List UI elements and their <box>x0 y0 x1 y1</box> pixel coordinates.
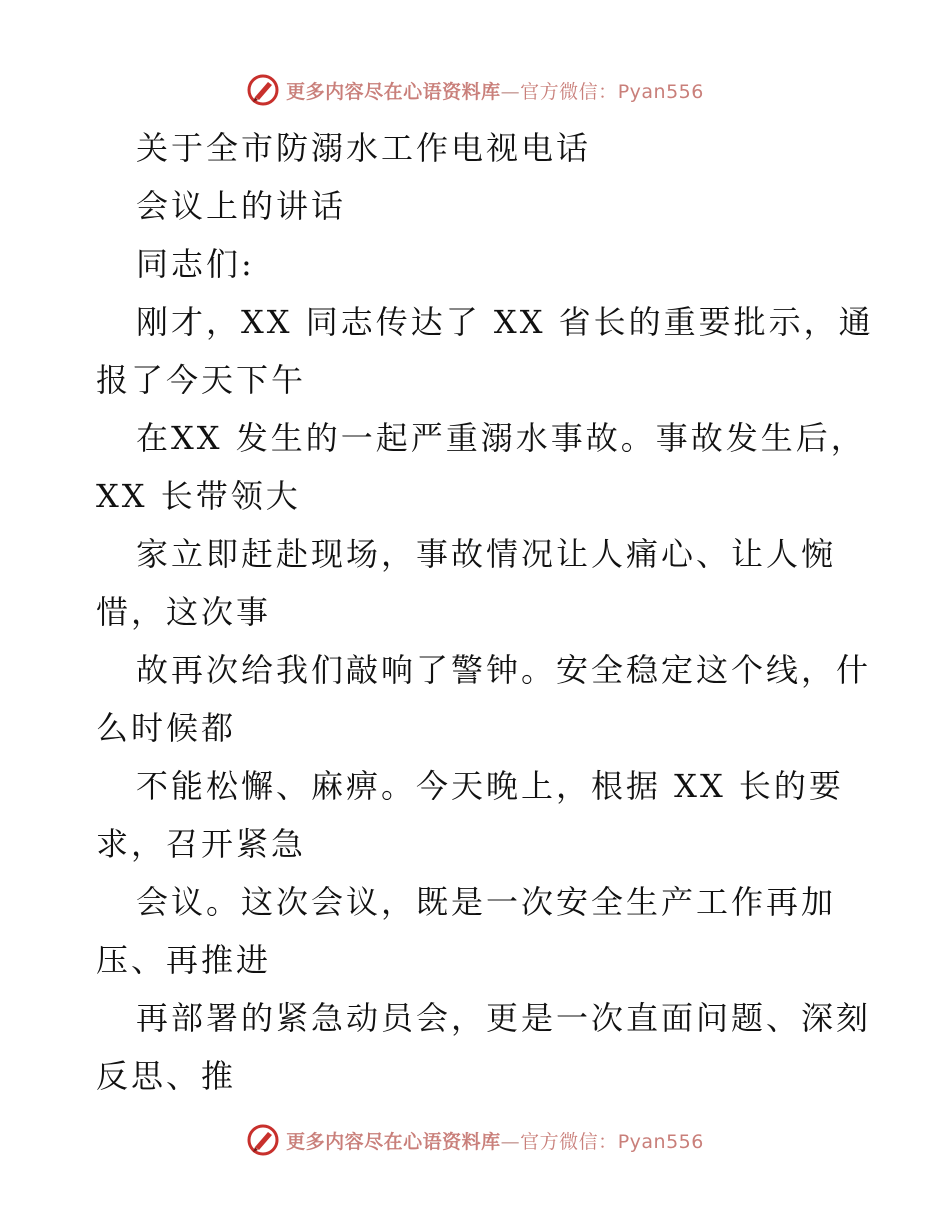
doc-line-14: 会议。这次会议，既是一次安全生产工作再加 <box>136 883 837 921</box>
header-banner-text <box>286 77 704 104</box>
header-banner-separator: — <box>500 80 521 103</box>
doc-line-13: 求，召开紧急 <box>96 825 307 863</box>
doc-line-7: XX 长带领大 <box>96 477 301 515</box>
doc-line-4: 刚才，XX 同志传达了 XX 省长的重要批示，通 <box>136 303 874 341</box>
pen-logo-icon <box>246 1123 280 1157</box>
doc-line-5: 报了今天下午 <box>96 361 307 399</box>
doc-line-12: 不能松懈、麻痹。今天晚上，根据 XX 长的要 <box>136 767 844 805</box>
doc-line-3: 同志们: <box>136 245 255 283</box>
footer-banner-text <box>286 1127 704 1154</box>
doc-line-11: 么时候都 <box>96 709 237 747</box>
doc-line-15: 压、再推进 <box>96 941 272 979</box>
header-banner <box>0 70 950 110</box>
doc-line-17: 反思、推 <box>96 1057 237 1095</box>
doc-line-2: 会议上的讲话 <box>136 187 347 225</box>
doc-line-10: 故再次给我们敲响了警钟。安全稳定这个线，什 <box>136 651 872 689</box>
header-banner-wechat-label: 官方微信： <box>520 80 618 103</box>
header-banner-main: 更多内容尽在心语资料库 <box>286 80 501 103</box>
footer-banner-wechat-id: Pyan556 <box>617 1130 704 1153</box>
doc-line-1: 关于全市防溺水工作电视电话 <box>136 129 592 167</box>
footer-banner-main: 更多内容尽在心语资料库 <box>286 1130 501 1153</box>
doc-line-9: 惜，这次事 <box>96 593 272 631</box>
footer-banner-wechat-label: 官方微信： <box>520 1130 618 1153</box>
footer-banner <box>0 1120 950 1160</box>
doc-line-6: 在XX 发生的一起严重溺水事故。事故发生后， <box>136 419 866 457</box>
header-banner-wechat-id: Pyan556 <box>617 80 704 103</box>
footer-banner-separator: — <box>500 1130 521 1153</box>
pen-logo-icon <box>246 73 280 107</box>
doc-line-16: 再部署的紧急动员会，更是一次直面问题、深刻 <box>136 999 872 1037</box>
doc-line-8: 家立即赶赴现场，事故情况让人痛心、让人惋 <box>136 535 837 573</box>
